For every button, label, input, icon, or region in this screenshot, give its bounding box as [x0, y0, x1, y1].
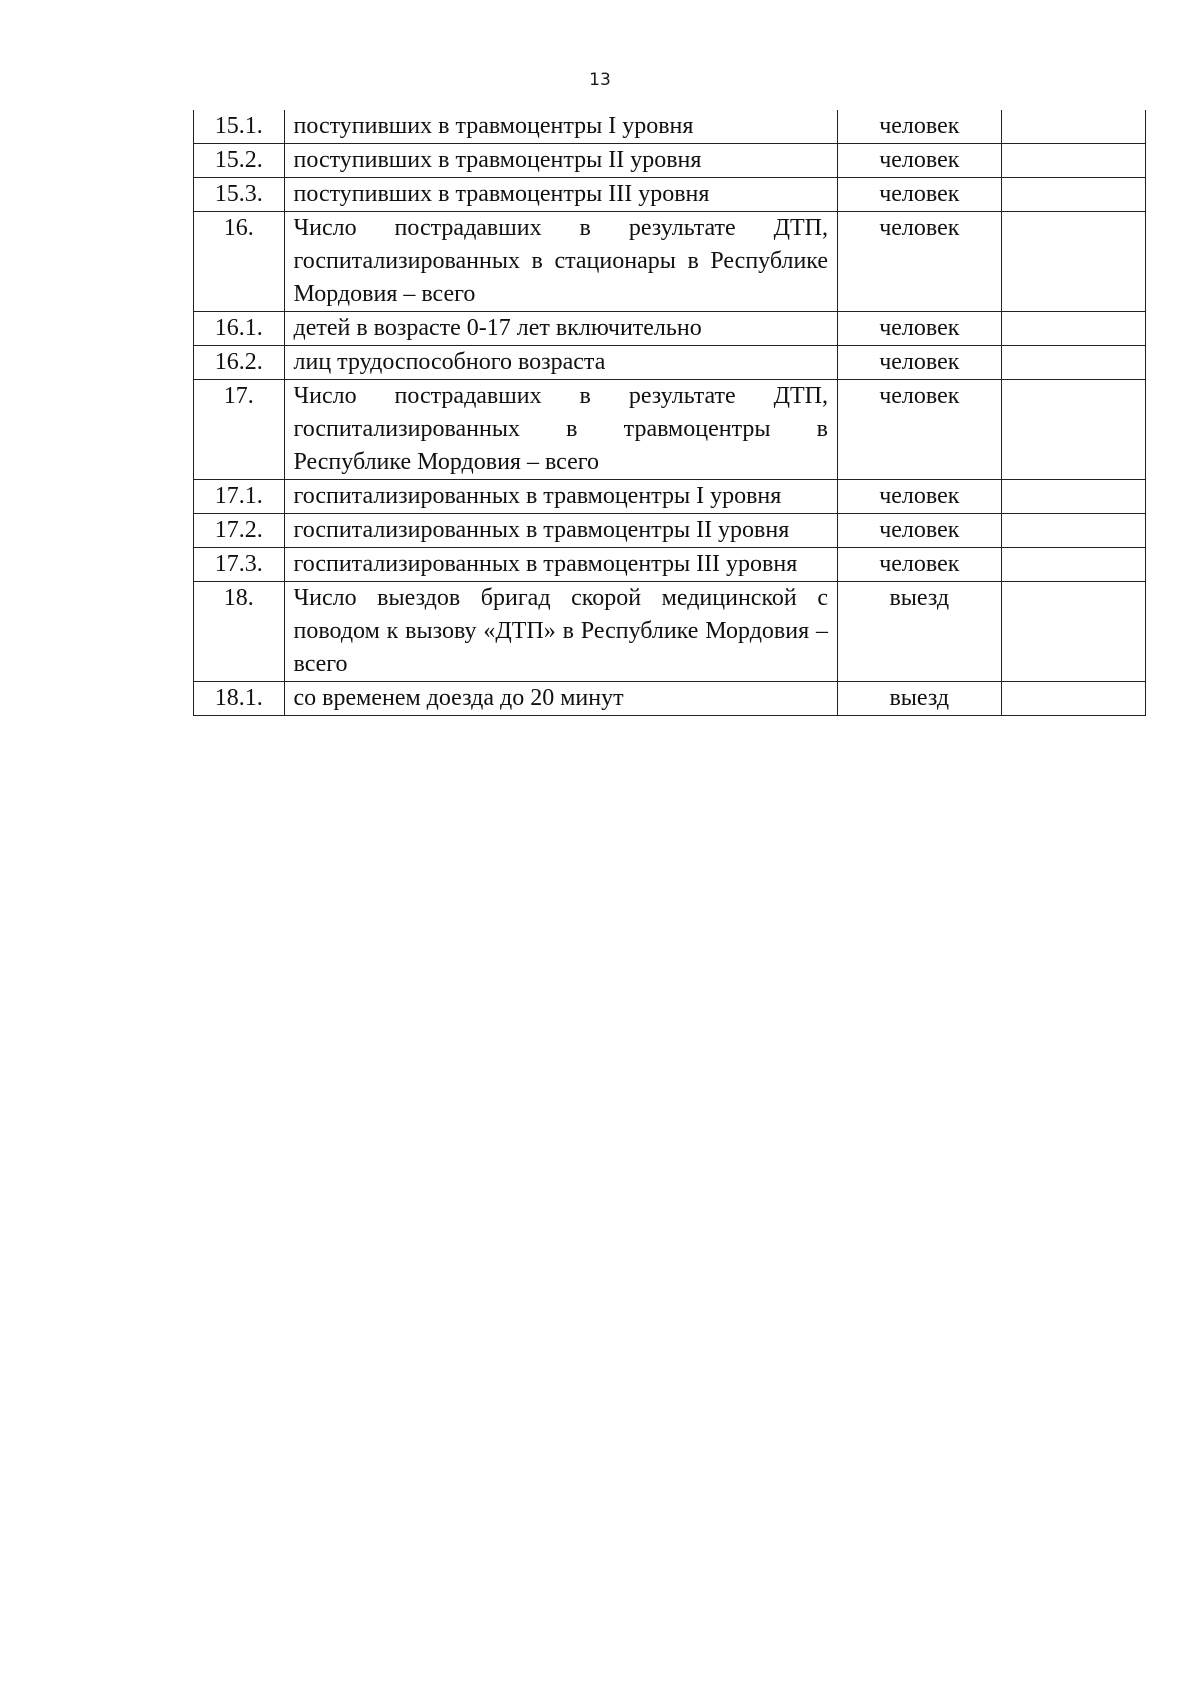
table-row — [194, 480, 1146, 514]
indicator-value — [1001, 312, 1145, 346]
table-row — [194, 346, 1146, 380]
row-number: 18. — [194, 582, 285, 682]
indicator-value — [1001, 582, 1145, 682]
table-row — [194, 212, 1146, 312]
unit-of-measure: человек — [838, 212, 1002, 312]
unit-of-measure: человек — [838, 178, 1002, 212]
row-number: 17.2. — [194, 514, 285, 548]
unit-of-measure: выезд — [838, 582, 1002, 682]
unit-of-measure: человек — [838, 380, 1002, 480]
row-number: 17. — [194, 380, 285, 480]
unit-of-measure: человек — [838, 312, 1002, 346]
indicator-value — [1001, 346, 1145, 380]
table-row — [194, 548, 1146, 582]
table-row — [194, 582, 1146, 682]
row-number: 16.1. — [194, 312, 285, 346]
indicator-value — [1001, 682, 1145, 716]
indicator-name: со временем доезда до 20 минут — [284, 682, 838, 716]
indicator-name: детей в возрасте 0-17 лет включительно — [284, 312, 838, 346]
indicator-value — [1001, 212, 1145, 312]
indicator-name: госпитализированных в травмоцентры III уровня — [284, 548, 838, 582]
indicator-name: госпитализированных в травмоцентры I уровня — [284, 480, 838, 514]
row-number: 17.1. — [194, 480, 285, 514]
row-number: 15.1. — [194, 110, 285, 144]
indicators-table — [193, 110, 1146, 716]
indicator-name: Число выездов бригад скорой медицинской с поводом к вызову «ДТП» в Республике Мордовия – всего — [284, 582, 838, 682]
page-number: 13 — [589, 70, 611, 90]
row-number: 16. — [194, 212, 285, 312]
indicator-name: Число пострадавших в результате ДТП, госпитализированных в стационары в Республике Мордовия – всего — [284, 212, 838, 312]
indicator-value — [1001, 380, 1145, 480]
table-row — [194, 110, 1146, 144]
unit-of-measure: человек — [838, 346, 1002, 380]
indicator-name: поступивших в травмоцентры III уровня — [284, 178, 838, 212]
unit-of-measure: человек — [838, 548, 1002, 582]
table-row — [194, 178, 1146, 212]
unit-of-measure: выезд — [838, 682, 1002, 716]
indicator-name: поступивших в травмоцентры I уровня — [284, 110, 838, 144]
row-number: 18.1. — [194, 682, 285, 716]
table-row — [194, 144, 1146, 178]
indicator-name: Число пострадавших в результате ДТП, госпитализированных в травмоцентры в Республике Мордовия – всего — [284, 380, 838, 480]
indicator-value — [1001, 178, 1145, 212]
table-row — [194, 682, 1146, 716]
table-row — [194, 312, 1146, 346]
row-number: 15.3. — [194, 178, 285, 212]
table-row — [194, 514, 1146, 548]
table-row — [194, 380, 1146, 480]
indicator-name: госпитализированных в травмоцентры II уровня — [284, 514, 838, 548]
row-number: 17.3. — [194, 548, 285, 582]
unit-of-measure: человек — [838, 110, 1002, 144]
row-number: 16.2. — [194, 346, 285, 380]
unit-of-measure: человек — [838, 514, 1002, 548]
indicator-value — [1001, 548, 1145, 582]
unit-of-measure: человек — [838, 480, 1002, 514]
unit-of-measure: человек — [838, 144, 1002, 178]
row-number: 15.2. — [194, 144, 285, 178]
indicator-name: поступивших в травмоцентры II уровня — [284, 144, 838, 178]
indicator-name: лиц трудоспособного возраста — [284, 346, 838, 380]
indicator-value — [1001, 514, 1145, 548]
indicator-value — [1001, 144, 1145, 178]
indicator-value — [1001, 110, 1145, 144]
indicator-value — [1001, 480, 1145, 514]
